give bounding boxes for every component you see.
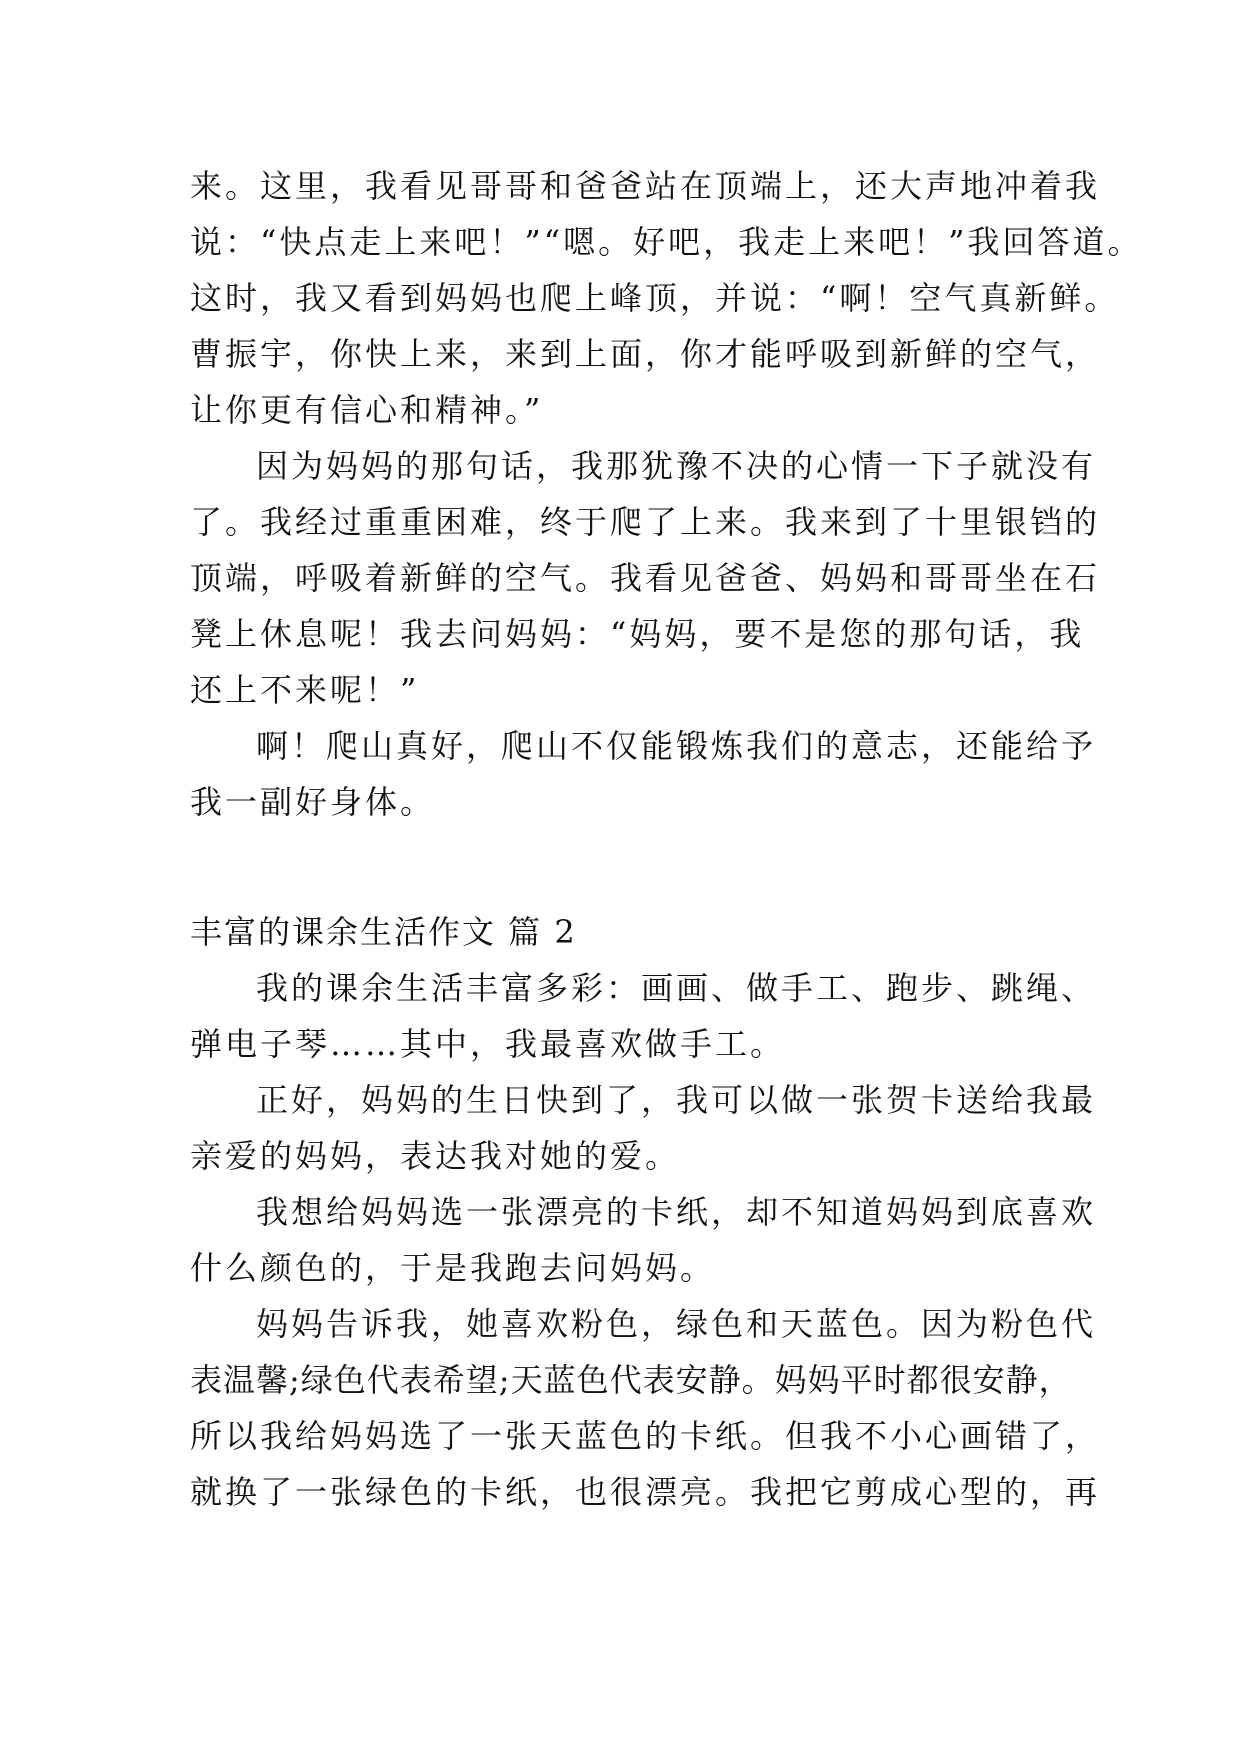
- text-line: 说：“快点走上来吧！”“嗯。好吧，我走上来吧！”我回答道。: [190, 223, 1143, 261]
- text-line: 表温馨;绿色代表希望;天蓝色代表安静。妈妈平时都很安静，: [190, 1361, 1072, 1399]
- text-line: 顶端，呼吸着新鲜的空气。我看见爸爸、妈妈和哥哥坐在石: [190, 559, 1101, 597]
- text-line: 我一副好身体。: [190, 783, 436, 821]
- paragraph-start: 啊！爬山真好，爬山不仅能锻炼我们的意志，还能给予: [256, 727, 1097, 765]
- text-line: 来。这里，我看见哥哥和爸爸站在顶端上，还大声地冲着我: [190, 167, 1101, 205]
- text-line: 什么颜色的，于是我跑去问妈妈。: [190, 1249, 716, 1287]
- text-line: 亲爱的妈妈，表达我对她的爱。: [190, 1137, 681, 1175]
- text-line: 弹电子琴……其中，我最喜欢做手工。: [190, 1025, 786, 1063]
- section-heading: 丰富的课余生活作文 篇 2: [190, 913, 577, 951]
- text-line: 凳上休息呢！我去问妈妈：“妈妈，要不是您的那句话，我: [190, 615, 1085, 653]
- paragraph-start: 妈妈告诉我，她喜欢粉色，绿色和天蓝色。因为粉色代: [256, 1305, 1097, 1343]
- text-line: 所以我给妈妈选了一张天蓝色的卡纸。但我不小心画错了，: [190, 1417, 1101, 1455]
- text-line: 了。我经过重重困难，终于爬了上来。我来到了十里银铛的: [190, 503, 1101, 541]
- paragraph-start: 我想给妈妈选一张漂亮的卡纸，却不知道妈妈到底喜欢: [256, 1193, 1097, 1231]
- text-line: 还上不来呢！”: [190, 671, 420, 709]
- text-line: 这时，我又看到妈妈也爬上峰顶，并说：“啊！空气真新鲜。: [190, 279, 1120, 317]
- text-line: 曹振宇，你快上来，来到上面，你才能呼吸到新鲜的空气，: [190, 335, 1101, 373]
- paragraph-start: 我的课余生活丰富多彩：画画、做手工、跑步、跳绳、: [256, 969, 1097, 1007]
- text-line: 让你更有信心和精神。”: [190, 391, 544, 429]
- paragraph-start: 因为妈妈的那句话，我那犹豫不决的心情一下子就没有: [256, 447, 1097, 485]
- text-line: 就换了一张绿色的卡纸，也很漂亮。我把它剪成心型的，再: [190, 1473, 1101, 1511]
- paragraph-start: 正好，妈妈的生日快到了，我可以做一张贺卡送给我最: [256, 1081, 1097, 1119]
